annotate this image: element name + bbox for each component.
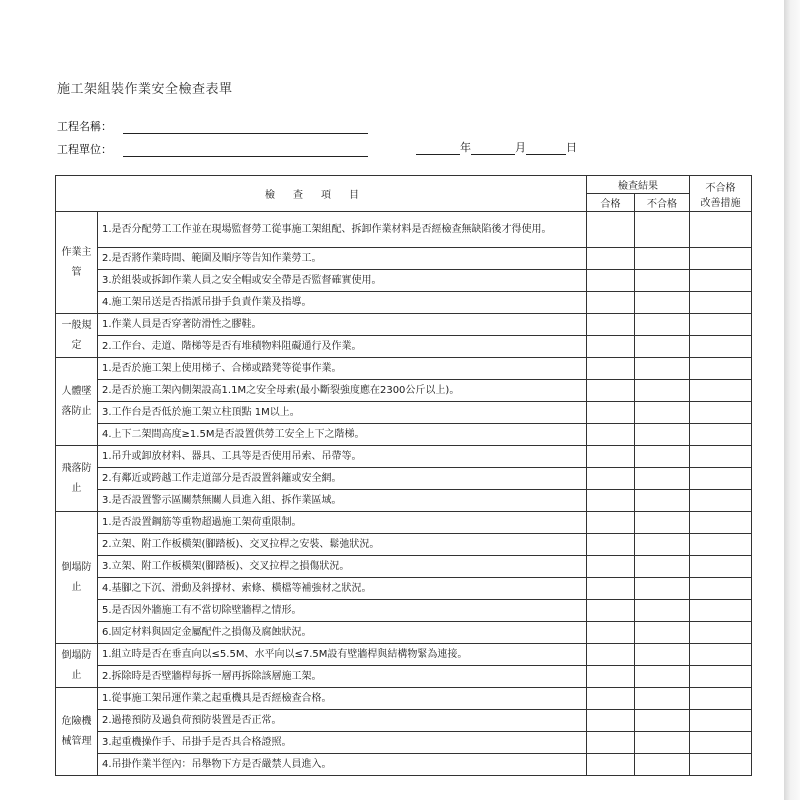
pass-cell[interactable] — [587, 270, 635, 292]
category-cell: 倒塌防止 — [56, 644, 98, 688]
table-row — [56, 402, 752, 424]
fail-cell[interactable] — [635, 336, 690, 358]
fix-cell[interactable] — [690, 556, 752, 578]
pass-cell[interactable] — [587, 556, 635, 578]
pass-cell[interactable] — [587, 314, 635, 336]
category-cell: 一般規定 — [56, 314, 98, 358]
pass-cell[interactable] — [587, 666, 635, 688]
project-unit-label: 工程單位： — [57, 143, 112, 156]
table-row — [56, 336, 752, 358]
fail-cell[interactable] — [635, 248, 690, 270]
pass-cell[interactable] — [587, 446, 635, 468]
fail-cell[interactable] — [635, 600, 690, 622]
check-item: 1.是否設置鋼筋等重物超過施工架荷重限制。 — [98, 512, 587, 534]
category-cell: 危險機械管理 — [56, 688, 98, 776]
pass-cell[interactable] — [587, 292, 635, 314]
fail-cell[interactable] — [635, 380, 690, 402]
table-row — [56, 248, 752, 270]
pass-cell[interactable] — [587, 644, 635, 666]
category-cell: 飛落防止 — [56, 446, 98, 512]
fail-cell[interactable] — [635, 622, 690, 644]
fix-cell[interactable] — [690, 666, 752, 688]
fix-cell[interactable] — [690, 248, 752, 270]
check-item: 6.固定材料與固定金屬配件之損傷及腐蝕狀況。 — [98, 622, 587, 644]
check-item: 3.是否設置警示區關禁無關人員進入組、拆作業區域。 — [98, 490, 587, 512]
fix-cell[interactable] — [690, 380, 752, 402]
pass-cell[interactable] — [587, 732, 635, 754]
fail-cell[interactable] — [635, 212, 690, 248]
pass-cell[interactable] — [587, 380, 635, 402]
header-fix-line2: 改善措施 — [700, 197, 741, 209]
table-row — [56, 512, 752, 534]
check-item: 2.過捲預防及過負荷預防裝置是否正常。 — [98, 710, 587, 732]
project-name-line[interactable] — [123, 121, 368, 134]
page-edge-shadow — [784, 0, 800, 800]
pass-cell[interactable] — [587, 424, 635, 446]
fix-cell[interactable] — [690, 314, 752, 336]
document-title: 施工架組裝作業安全檢查表單 — [57, 82, 233, 97]
fix-cell[interactable] — [690, 600, 752, 622]
header-items: 檢查項目 — [56, 176, 587, 212]
fail-cell[interactable] — [635, 688, 690, 710]
check-item: 2.是否將作業時間、範圍及順序等告知作業勞工。 — [98, 248, 587, 270]
pass-cell[interactable] — [587, 336, 635, 358]
fail-cell[interactable] — [635, 710, 690, 732]
fix-cell[interactable] — [690, 336, 752, 358]
fix-cell[interactable] — [690, 622, 752, 644]
project-unit-field — [57, 141, 368, 157]
fix-cell[interactable] — [690, 212, 752, 248]
fix-cell[interactable] — [690, 644, 752, 666]
table-row — [56, 270, 752, 292]
fail-cell[interactable] — [635, 468, 690, 490]
check-item: 3.工作台是否低於施工架立柱頂點 1M以上。 — [98, 402, 587, 424]
table-row — [56, 644, 752, 666]
fix-cell[interactable] — [690, 754, 752, 776]
pass-cell[interactable] — [587, 688, 635, 710]
check-item: 1.組立時是否在垂直向以≤5.5M、水平向以≤7.5M設有壁牆桿與結構物緊為連接。 — [98, 644, 587, 666]
pass-cell[interactable] — [587, 490, 635, 512]
fail-cell[interactable] — [635, 314, 690, 336]
fail-cell[interactable] — [635, 754, 690, 776]
fix-cell[interactable] — [690, 732, 752, 754]
check-item: 4.吊掛作業半徑內：吊舉物下方是否嚴禁人員進入。 — [98, 754, 587, 776]
month-label: 月 — [515, 141, 526, 154]
header-result: 檢查結果 — [587, 176, 690, 194]
table-row — [56, 578, 752, 600]
check-item: 2.拆除時是否壁牆桿每拆一層再拆除該層施工架。 — [98, 666, 587, 688]
check-item: 4.施工架吊送是否指派吊掛手負責作業及指導。 — [98, 292, 587, 314]
pass-cell[interactable] — [587, 248, 635, 270]
table-row — [56, 358, 752, 380]
table-row — [56, 732, 752, 754]
pass-cell[interactable] — [587, 578, 635, 600]
fix-cell[interactable] — [690, 358, 752, 380]
fail-cell[interactable] — [635, 666, 690, 688]
table-row — [56, 212, 752, 248]
table-row — [56, 490, 752, 512]
pass-cell[interactable] — [587, 402, 635, 424]
check-item: 3.於組裝或拆卸作業人員之安全帽或安全帶是否監督確實使用。 — [98, 270, 587, 292]
fix-cell[interactable] — [690, 468, 752, 490]
header-fail: 不合格 — [635, 194, 690, 212]
fail-cell[interactable] — [635, 512, 690, 534]
check-item: 1.從事施工架吊運作業之起重機具是否經檢查合格。 — [98, 688, 587, 710]
fail-cell[interactable] — [635, 534, 690, 556]
header-row-1 — [56, 176, 752, 194]
table-row — [56, 380, 752, 402]
year-line[interactable] — [416, 142, 460, 155]
fix-cell[interactable] — [690, 578, 752, 600]
table-row — [56, 314, 752, 336]
fail-cell[interactable] — [635, 644, 690, 666]
category-cell: 倒塌防止 — [56, 512, 98, 644]
pass-cell[interactable] — [587, 468, 635, 490]
check-item: 1.是否分配勞工工作並在現場監督勞工從事施工架組配、拆卸作業材料是否經檢查無缺陷後才得使用。 — [98, 212, 587, 248]
pass-cell[interactable] — [587, 754, 635, 776]
date-field — [416, 139, 577, 155]
fail-cell[interactable] — [635, 424, 690, 446]
pass-cell[interactable] — [587, 212, 635, 248]
month-line[interactable] — [471, 142, 515, 155]
table-row — [56, 446, 752, 468]
table-row — [56, 688, 752, 710]
project-name-label: 工程名稱： — [57, 120, 112, 133]
fail-cell[interactable] — [635, 732, 690, 754]
check-item: 2.是否於施工架內側架設高1.1M之安全母索(最小斷裂強度應在2300公斤以上)。 — [98, 380, 587, 402]
table-row — [56, 468, 752, 490]
project-name-field — [57, 118, 368, 134]
table-row — [56, 424, 752, 446]
fix-cell[interactable] — [690, 490, 752, 512]
fail-cell[interactable] — [635, 270, 690, 292]
table-row — [56, 534, 752, 556]
pass-cell[interactable] — [587, 600, 635, 622]
pass-cell[interactable] — [587, 622, 635, 644]
category-cell: 作業主管 — [56, 212, 98, 314]
fix-cell[interactable] — [690, 688, 752, 710]
check-item: 2.工作台、走道、階梯等是否有堆積物料阻礙通行及作業。 — [98, 336, 587, 358]
category-cell: 人體墜落防止 — [56, 358, 98, 446]
fail-cell[interactable] — [635, 446, 690, 468]
table-row — [56, 622, 752, 644]
header-fix — [690, 176, 752, 212]
fail-cell[interactable] — [635, 490, 690, 512]
fail-cell[interactable] — [635, 292, 690, 314]
table-row — [56, 754, 752, 776]
pass-cell[interactable] — [587, 512, 635, 534]
fix-cell[interactable] — [690, 512, 752, 534]
table-row — [56, 666, 752, 688]
check-item: 4.上下二架間高度≥1.5M是否設置供勞工安全上下之階梯。 — [98, 424, 587, 446]
table-row — [56, 292, 752, 314]
header-pass: 合格 — [587, 194, 635, 212]
table-row — [56, 600, 752, 622]
day-label: 日 — [566, 141, 577, 154]
project-unit-line[interactable] — [123, 144, 368, 157]
fail-cell[interactable] — [635, 578, 690, 600]
check-item: 1.作業人員是否穿著防滑性之膠鞋。 — [98, 314, 587, 336]
fail-cell[interactable] — [635, 358, 690, 380]
fix-cell[interactable] — [690, 292, 752, 314]
check-item: 4.基腳之下沉、滑動及斜撐材、索條、橫檔等補強材之狀況。 — [98, 578, 587, 600]
header-fix-line1: 不合格 — [705, 182, 736, 194]
pass-cell[interactable] — [587, 358, 635, 380]
fix-cell[interactable] — [690, 710, 752, 732]
check-item: 2.有鄰近或跨越工作走道部分是否設置斜籬或安全網。 — [98, 468, 587, 490]
year-label: 年 — [460, 141, 471, 154]
pass-cell[interactable] — [587, 534, 635, 556]
check-item: 1.吊升或卸放材料、器具、工具等是否使用吊索、吊帶等。 — [98, 446, 587, 468]
table-row — [56, 710, 752, 732]
fail-cell[interactable] — [635, 556, 690, 578]
check-item: 3.立架、附工作板橫架(腳踏板)、交叉拉桿之損傷狀況。 — [98, 556, 587, 578]
check-item: 2.立架、附工作板橫架(腳踏板)、交叉拉桿之安裝、鬆弛狀況。 — [98, 534, 587, 556]
check-item: 3.起重機操作手、吊掛手是否具合格證照。 — [98, 732, 587, 754]
fail-cell[interactable] — [635, 402, 690, 424]
fix-cell[interactable] — [690, 446, 752, 468]
fix-cell[interactable] — [690, 424, 752, 446]
table-row — [56, 556, 752, 578]
day-line[interactable] — [526, 142, 566, 155]
check-item: 1.是否於施工架上使用梯子、合梯或踏凳等從事作業。 — [98, 358, 587, 380]
checklist-table — [55, 175, 752, 776]
fix-cell[interactable] — [690, 534, 752, 556]
fix-cell[interactable] — [690, 270, 752, 292]
pass-cell[interactable] — [587, 710, 635, 732]
check-item: 5.是否因外牆施工有不當切除壁牆桿之情形。 — [98, 600, 587, 622]
fix-cell[interactable] — [690, 402, 752, 424]
